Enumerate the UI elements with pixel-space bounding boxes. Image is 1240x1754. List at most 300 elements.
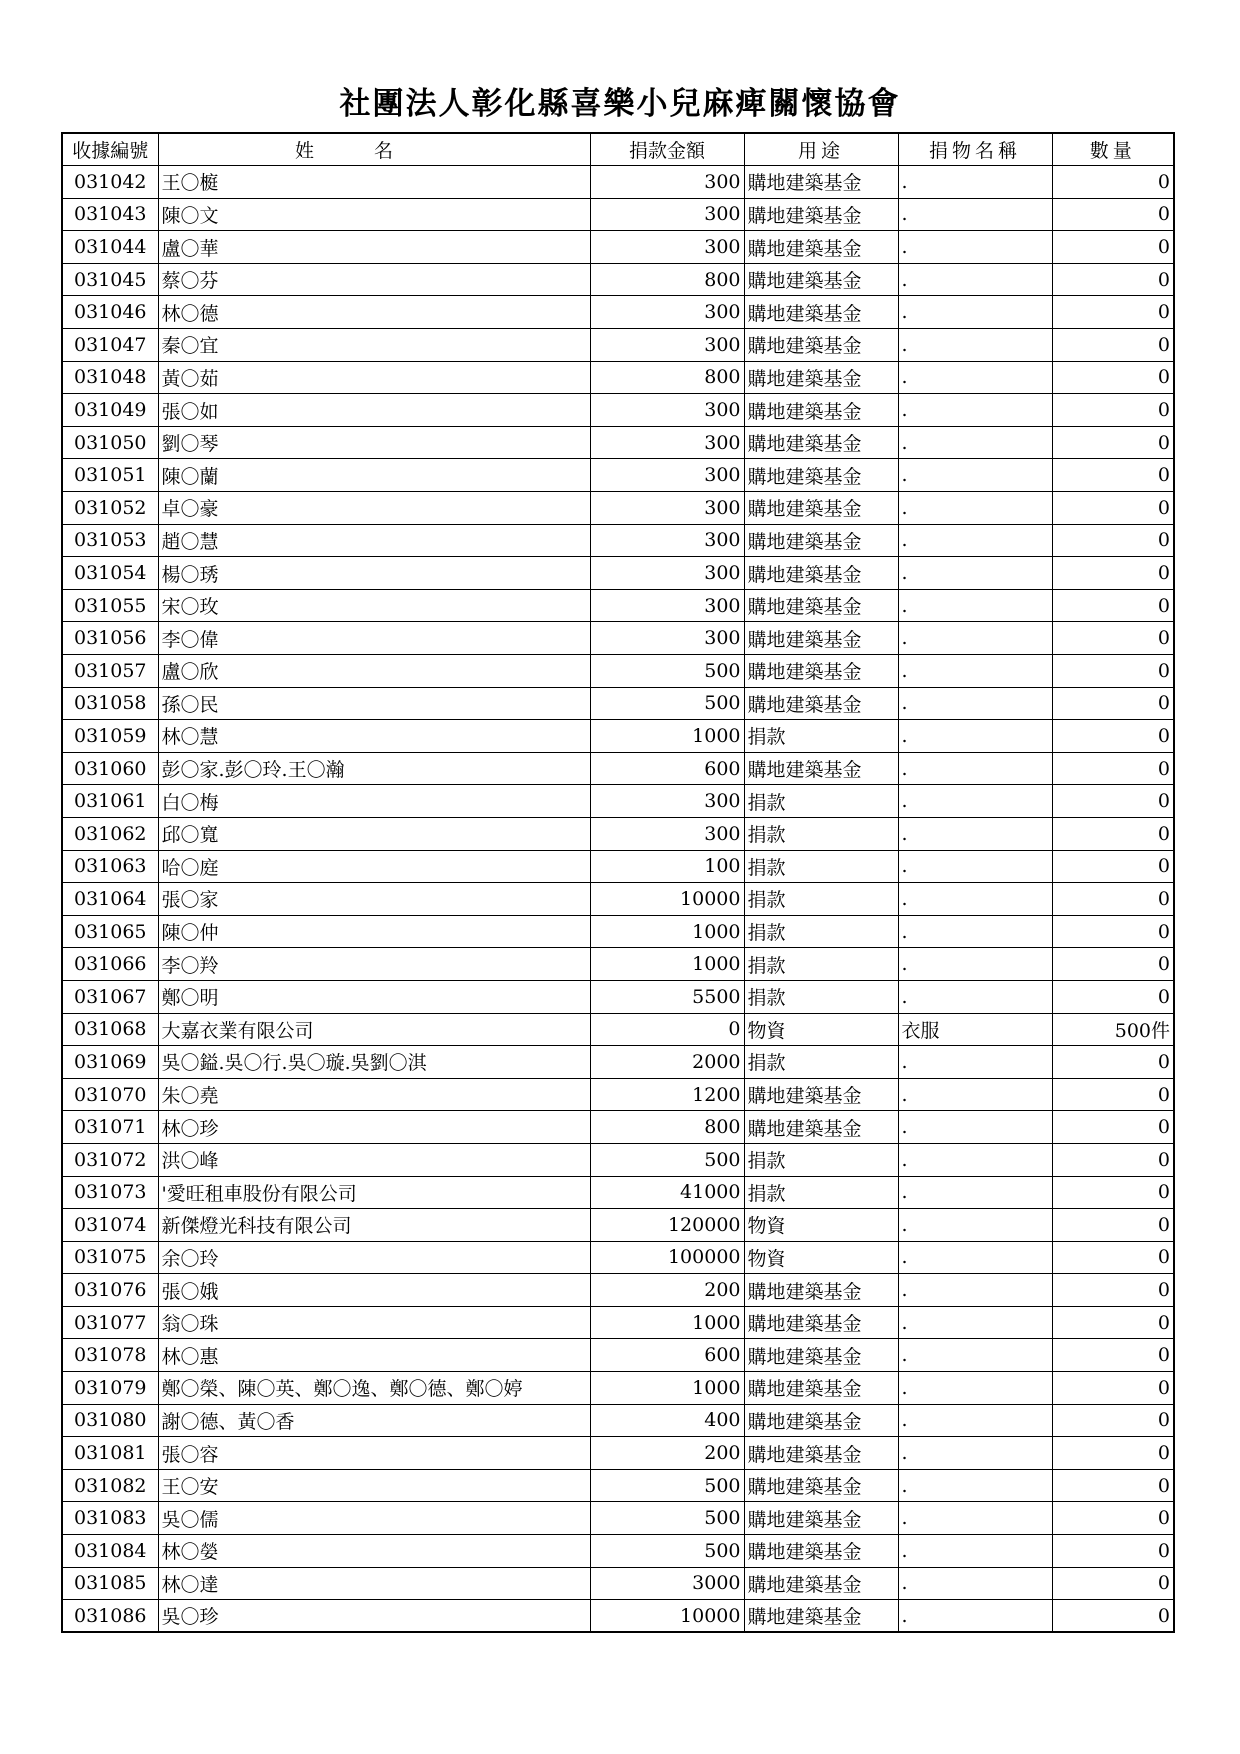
donor-name-cell: 李〇羚 (158, 948, 590, 981)
donor-name-cell: '愛旺租車股份有限公司 (158, 1176, 590, 1209)
amount-cell: 300 (590, 329, 744, 362)
amount-cell: 300 (590, 589, 744, 622)
purpose-cell: 購地建築基金 (744, 198, 898, 231)
donor-name-cell: 盧〇欣 (158, 655, 590, 688)
purpose-cell: 購地建築基金 (744, 524, 898, 557)
purpose-cell: 捐款 (744, 948, 898, 981)
amount-cell: 300 (590, 231, 744, 264)
purpose-cell: 購地建築基金 (744, 1567, 898, 1600)
donor-name-cell: 張〇容 (158, 1437, 590, 1470)
amount-cell: 5500 (590, 980, 744, 1013)
donor-name-cell: 鄭〇明 (158, 980, 590, 1013)
item-name-cell: . (898, 1241, 1052, 1274)
quantity-cell: 0 (1052, 1404, 1174, 1437)
receipt-no-cell: 031086 (62, 1600, 158, 1633)
table-row (62, 1078, 1174, 1111)
table-row (62, 1404, 1174, 1437)
item-name-cell: . (898, 361, 1052, 394)
item-name-cell: . (898, 1111, 1052, 1144)
table-row (62, 720, 1174, 753)
donor-name-cell: 余〇玲 (158, 1241, 590, 1274)
item-name-cell: . (898, 1046, 1052, 1079)
receipt-no-cell: 031083 (62, 1502, 158, 1535)
amount-cell: 1200 (590, 1078, 744, 1111)
quantity-cell: 0 (1052, 1339, 1174, 1372)
table-row (62, 752, 1174, 785)
donor-name-cell: 張〇娥 (158, 1274, 590, 1307)
purpose-cell: 購地建築基金 (744, 752, 898, 785)
purpose-cell: 購地建築基金 (744, 557, 898, 590)
quantity-cell: 0 (1052, 1274, 1174, 1307)
donor-name-cell: 王〇榳 (158, 166, 590, 199)
item-name-cell: . (898, 1437, 1052, 1470)
receipt-no-cell: 031079 (62, 1372, 158, 1405)
item-name-cell: . (898, 980, 1052, 1013)
item-name-cell: . (898, 1209, 1052, 1242)
receipt-no-cell: 031076 (62, 1274, 158, 1307)
receipt-no-cell: 031056 (62, 622, 158, 655)
amount-cell: 3000 (590, 1567, 744, 1600)
quantity-cell: 0 (1052, 1046, 1174, 1079)
receipt-no-cell: 031057 (62, 655, 158, 688)
amount-cell: 1000 (590, 1306, 744, 1339)
purpose-cell: 購地建築基金 (744, 589, 898, 622)
quantity-cell: 0 (1052, 687, 1174, 720)
donor-name-cell: 邱〇寬 (158, 817, 590, 850)
donor-name-cell: 彭〇家.彭〇玲.王〇瀚 (158, 752, 590, 785)
table-row (62, 1176, 1174, 1209)
receipt-no-cell: 031055 (62, 589, 158, 622)
table-row (62, 1339, 1174, 1372)
purpose-cell: 購地建築基金 (744, 1600, 898, 1633)
item-name-cell: . (898, 1176, 1052, 1209)
item-name-cell: . (898, 622, 1052, 655)
table-row (62, 296, 1174, 329)
receipt-no-cell: 031045 (62, 263, 158, 296)
quantity-cell: 0 (1052, 1306, 1174, 1339)
quantity-cell: 0 (1052, 785, 1174, 818)
donor-name-cell: 吳〇鎰.吳〇行.吳〇璇.吳劉〇淇 (158, 1046, 590, 1079)
column-header-purpose: 用途 (744, 133, 898, 166)
amount-cell: 1000 (590, 948, 744, 981)
amount-cell: 300 (590, 785, 744, 818)
receipt-no-cell: 031064 (62, 883, 158, 916)
item-name-cell: . (898, 1535, 1052, 1568)
donor-name-cell: 秦〇宜 (158, 329, 590, 362)
donor-name-cell: 王〇安 (158, 1469, 590, 1502)
amount-cell: 500 (590, 1502, 744, 1535)
table-row (62, 557, 1174, 590)
table-row (62, 459, 1174, 492)
purpose-cell: 捐款 (744, 785, 898, 818)
donor-name-cell: 黃〇茹 (158, 361, 590, 394)
quantity-cell: 0 (1052, 166, 1174, 199)
purpose-cell: 購地建築基金 (744, 231, 898, 264)
purpose-cell: 購地建築基金 (744, 263, 898, 296)
donor-name-cell: 張〇家 (158, 883, 590, 916)
purpose-cell: 購地建築基金 (744, 1437, 898, 1470)
purpose-cell: 購地建築基金 (744, 361, 898, 394)
quantity-cell: 0 (1052, 1535, 1174, 1568)
purpose-cell: 購地建築基金 (744, 1078, 898, 1111)
item-name-cell: . (898, 817, 1052, 850)
item-name-cell: 衣服 (898, 1013, 1052, 1046)
receipt-no-cell: 031052 (62, 492, 158, 525)
table-row (62, 915, 1174, 948)
receipt-no-cell: 031054 (62, 557, 158, 590)
table-body (62, 166, 1174, 1633)
table-row (62, 883, 1174, 916)
donor-name-cell: 趙〇慧 (158, 524, 590, 557)
quantity-cell: 0 (1052, 622, 1174, 655)
receipt-no-cell: 031048 (62, 361, 158, 394)
receipt-no-cell: 031075 (62, 1241, 158, 1274)
table-row (62, 1274, 1174, 1307)
item-name-cell: . (898, 1502, 1052, 1535)
table-row (62, 1469, 1174, 1502)
receipt-no-cell: 031061 (62, 785, 158, 818)
amount-cell: 100 (590, 850, 744, 883)
item-name-cell: . (898, 687, 1052, 720)
purpose-cell: 購地建築基金 (744, 166, 898, 199)
table-row (62, 263, 1174, 296)
table-row (62, 1535, 1174, 1568)
purpose-cell: 捐款 (744, 720, 898, 753)
amount-cell: 2000 (590, 1046, 744, 1079)
table-row (62, 1600, 1174, 1633)
donor-name-cell: 孫〇民 (158, 687, 590, 720)
receipt-no-cell: 031047 (62, 329, 158, 362)
table-row (62, 589, 1174, 622)
donor-name-cell: 朱〇堯 (158, 1078, 590, 1111)
purpose-cell: 購地建築基金 (744, 1306, 898, 1339)
donor-name-cell: 鄭〇榮、陳〇英、鄭〇逸、鄭〇德、鄭〇婷 (158, 1372, 590, 1405)
table-row (62, 1306, 1174, 1339)
item-name-cell: . (898, 1306, 1052, 1339)
quantity-cell: 0 (1052, 426, 1174, 459)
amount-cell: 300 (590, 524, 744, 557)
quantity-cell: 0 (1052, 492, 1174, 525)
receipt-no-cell: 031072 (62, 1143, 158, 1176)
quantity-cell: 0 (1052, 1502, 1174, 1535)
table-row (62, 394, 1174, 427)
purpose-cell: 物資 (744, 1241, 898, 1274)
quantity-cell: 0 (1052, 1567, 1174, 1600)
quantity-cell: 0 (1052, 557, 1174, 590)
table-row (62, 655, 1174, 688)
purpose-cell: 購地建築基金 (744, 1274, 898, 1307)
purpose-cell: 購地建築基金 (744, 1502, 898, 1535)
donor-name-cell: 盧〇華 (158, 231, 590, 264)
item-name-cell: . (898, 850, 1052, 883)
purpose-cell: 捐款 (744, 1143, 898, 1176)
item-name-cell: . (898, 1339, 1052, 1372)
donor-name-cell: 林〇慧 (158, 720, 590, 753)
table-row (62, 1046, 1174, 1079)
purpose-cell: 購地建築基金 (744, 394, 898, 427)
table-row (62, 785, 1174, 818)
item-name-cell: . (898, 263, 1052, 296)
donor-name-cell: 陳〇蘭 (158, 459, 590, 492)
donor-name-cell: 蔡〇芬 (158, 263, 590, 296)
donation-table (61, 132, 1175, 1633)
purpose-cell: 購地建築基金 (744, 655, 898, 688)
purpose-cell: 購地建築基金 (744, 622, 898, 655)
receipt-no-cell: 031080 (62, 1404, 158, 1437)
column-header-name: 姓名 (158, 133, 590, 166)
quantity-cell: 0 (1052, 361, 1174, 394)
donor-name-cell: 吳〇儒 (158, 1502, 590, 1535)
amount-cell: 300 (590, 459, 744, 492)
page-title: 社團法人彰化縣喜樂小兒麻痺關懷協會 (339, 86, 901, 122)
item-name-cell: . (898, 1600, 1052, 1633)
item-name-cell: . (898, 655, 1052, 688)
receipt-no-cell: 031081 (62, 1437, 158, 1470)
purpose-cell: 購地建築基金 (744, 296, 898, 329)
table-row (62, 948, 1174, 981)
donor-name-cell: 吳〇珍 (158, 1600, 590, 1633)
column-header-item-name: 捐物名稱 (898, 133, 1052, 166)
quantity-cell: 0 (1052, 524, 1174, 557)
quantity-cell: 0 (1052, 817, 1174, 850)
donor-name-cell: 白〇梅 (158, 785, 590, 818)
amount-cell: 10000 (590, 883, 744, 916)
donor-name-cell: 張〇如 (158, 394, 590, 427)
table-row (62, 524, 1174, 557)
receipt-no-cell: 031066 (62, 948, 158, 981)
donor-name-cell: 大嘉衣業有限公司 (158, 1013, 590, 1046)
amount-cell: 1000 (590, 720, 744, 753)
quantity-cell: 0 (1052, 1176, 1174, 1209)
quantity-cell: 0 (1052, 1143, 1174, 1176)
table-header-row (62, 133, 1174, 166)
table-row (62, 426, 1174, 459)
receipt-no-cell: 031070 (62, 1078, 158, 1111)
amount-cell: 300 (590, 817, 744, 850)
quantity-cell: 0 (1052, 231, 1174, 264)
purpose-cell: 購地建築基金 (744, 426, 898, 459)
receipt-no-cell: 031082 (62, 1469, 158, 1502)
quantity-cell: 0 (1052, 459, 1174, 492)
amount-cell: 41000 (590, 1176, 744, 1209)
donor-name-cell: 林〇達 (158, 1567, 590, 1600)
purpose-cell: 捐款 (744, 915, 898, 948)
table-row (62, 329, 1174, 362)
quantity-cell: 0 (1052, 850, 1174, 883)
amount-cell: 800 (590, 1111, 744, 1144)
table-row (62, 361, 1174, 394)
purpose-cell: 購地建築基金 (744, 1404, 898, 1437)
quantity-cell: 500件 (1052, 1013, 1174, 1046)
item-name-cell: . (898, 198, 1052, 231)
amount-cell: 800 (590, 361, 744, 394)
receipt-no-cell: 031071 (62, 1111, 158, 1144)
donor-name-cell: 林〇惠 (158, 1339, 590, 1372)
donor-name-cell: 陳〇文 (158, 198, 590, 231)
item-name-cell: . (898, 557, 1052, 590)
quantity-cell: 0 (1052, 980, 1174, 1013)
receipt-no-cell: 031049 (62, 394, 158, 427)
donor-name-cell: 新傑燈光科技有限公司 (158, 1209, 590, 1242)
item-name-cell: . (898, 1372, 1052, 1405)
receipt-no-cell: 031065 (62, 915, 158, 948)
purpose-cell: 購地建築基金 (744, 1339, 898, 1372)
quantity-cell: 0 (1052, 915, 1174, 948)
receipt-no-cell: 031063 (62, 850, 158, 883)
purpose-cell: 購地建築基金 (744, 1469, 898, 1502)
purpose-cell: 購地建築基金 (744, 492, 898, 525)
quantity-cell: 0 (1052, 296, 1174, 329)
amount-cell: 400 (590, 1404, 744, 1437)
item-name-cell: . (898, 785, 1052, 818)
amount-cell: 200 (590, 1274, 744, 1307)
item-name-cell: . (898, 948, 1052, 981)
quantity-cell: 0 (1052, 1111, 1174, 1144)
receipt-no-cell: 031069 (62, 1046, 158, 1079)
purpose-cell: 捐款 (744, 883, 898, 916)
column-header-quantity: 數量 (1052, 133, 1174, 166)
quantity-cell: 0 (1052, 1600, 1174, 1633)
donor-name-cell: 宋〇玫 (158, 589, 590, 622)
quantity-cell: 0 (1052, 589, 1174, 622)
donor-name-cell: 林〇珍 (158, 1111, 590, 1144)
table-row (62, 1143, 1174, 1176)
item-name-cell: . (898, 1078, 1052, 1111)
donor-name-cell: 陳〇仲 (158, 915, 590, 948)
amount-cell: 300 (590, 394, 744, 427)
item-name-cell: . (898, 1469, 1052, 1502)
column-header-receipt-no: 收據編號 (62, 133, 158, 166)
amount-cell: 500 (590, 687, 744, 720)
purpose-cell: 購地建築基金 (744, 1111, 898, 1144)
quantity-cell: 0 (1052, 1078, 1174, 1111)
amount-cell: 1000 (590, 1372, 744, 1405)
item-name-cell: . (898, 524, 1052, 557)
amount-cell: 300 (590, 492, 744, 525)
amount-cell: 500 (590, 1143, 744, 1176)
receipt-no-cell: 031053 (62, 524, 158, 557)
receipt-no-cell: 031060 (62, 752, 158, 785)
item-name-cell: . (898, 1143, 1052, 1176)
table-row (62, 1502, 1174, 1535)
receipt-no-cell: 031068 (62, 1013, 158, 1046)
table-row (62, 166, 1174, 199)
table-row (62, 1567, 1174, 1600)
column-header-amount: 捐款金額 (590, 133, 744, 166)
table-row (62, 622, 1174, 655)
receipt-no-cell: 031051 (62, 459, 158, 492)
receipt-no-cell: 031050 (62, 426, 158, 459)
donor-name-cell: 翁〇珠 (158, 1306, 590, 1339)
item-name-cell: . (898, 394, 1052, 427)
amount-cell: 500 (590, 1535, 744, 1568)
quantity-cell: 0 (1052, 263, 1174, 296)
item-name-cell: . (898, 883, 1052, 916)
item-name-cell: . (898, 459, 1052, 492)
table-row (62, 817, 1174, 850)
item-name-cell: . (898, 166, 1052, 199)
quantity-cell: 0 (1052, 752, 1174, 785)
amount-cell: 300 (590, 296, 744, 329)
purpose-cell: 物資 (744, 1209, 898, 1242)
quantity-cell: 0 (1052, 329, 1174, 362)
table-row (62, 1111, 1174, 1144)
purpose-cell: 購地建築基金 (744, 1372, 898, 1405)
table-row (62, 1013, 1174, 1046)
quantity-cell: 0 (1052, 1209, 1174, 1242)
item-name-cell: . (898, 589, 1052, 622)
receipt-no-cell: 031067 (62, 980, 158, 1013)
item-name-cell: . (898, 329, 1052, 362)
donor-name-cell: 謝〇德、黃〇香 (158, 1404, 590, 1437)
donor-name-cell: 卓〇豪 (158, 492, 590, 525)
donor-name-cell: 哈〇庭 (158, 850, 590, 883)
receipt-no-cell: 031078 (62, 1339, 158, 1372)
item-name-cell: . (898, 426, 1052, 459)
amount-cell: 600 (590, 752, 744, 785)
item-name-cell: . (898, 720, 1052, 753)
purpose-cell: 捐款 (744, 850, 898, 883)
donor-name-cell: 李〇偉 (158, 622, 590, 655)
receipt-no-cell: 031062 (62, 817, 158, 850)
quantity-cell: 0 (1052, 198, 1174, 231)
purpose-cell: 購地建築基金 (744, 459, 898, 492)
purpose-cell: 購地建築基金 (744, 329, 898, 362)
donor-name-cell: 楊〇琇 (158, 557, 590, 590)
quantity-cell: 0 (1052, 883, 1174, 916)
donor-name-cell: 劉〇琴 (158, 426, 590, 459)
receipt-no-cell: 031042 (62, 166, 158, 199)
amount-cell: 800 (590, 263, 744, 296)
table-row (62, 850, 1174, 883)
amount-cell: 300 (590, 557, 744, 590)
table-row (62, 492, 1174, 525)
purpose-cell: 購地建築基金 (744, 687, 898, 720)
purpose-cell: 物資 (744, 1013, 898, 1046)
item-name-cell: . (898, 492, 1052, 525)
receipt-no-cell: 031044 (62, 231, 158, 264)
receipt-no-cell: 031084 (62, 1535, 158, 1568)
amount-cell: 1000 (590, 915, 744, 948)
item-name-cell: . (898, 231, 1052, 264)
amount-cell: 10000 (590, 1600, 744, 1633)
purpose-cell: 捐款 (744, 817, 898, 850)
quantity-cell: 0 (1052, 948, 1174, 981)
table-row (62, 1209, 1174, 1242)
amount-cell: 600 (590, 1339, 744, 1372)
table-row (62, 198, 1174, 231)
table-row (62, 687, 1174, 720)
receipt-no-cell: 031059 (62, 720, 158, 753)
table-row (62, 231, 1174, 264)
receipt-no-cell: 031058 (62, 687, 158, 720)
quantity-cell: 0 (1052, 1241, 1174, 1274)
purpose-cell: 捐款 (744, 1046, 898, 1079)
receipt-no-cell: 031077 (62, 1306, 158, 1339)
receipt-no-cell: 031085 (62, 1567, 158, 1600)
item-name-cell: . (898, 752, 1052, 785)
quantity-cell: 0 (1052, 394, 1174, 427)
amount-cell: 0 (590, 1013, 744, 1046)
item-name-cell: . (898, 1567, 1052, 1600)
receipt-no-cell: 031046 (62, 296, 158, 329)
amount-cell: 200 (590, 1437, 744, 1470)
amount-cell: 500 (590, 655, 744, 688)
item-name-cell: . (898, 296, 1052, 329)
receipt-no-cell: 031073 (62, 1176, 158, 1209)
donor-name-cell: 林〇嫈 (158, 1535, 590, 1568)
table-row (62, 1372, 1174, 1405)
